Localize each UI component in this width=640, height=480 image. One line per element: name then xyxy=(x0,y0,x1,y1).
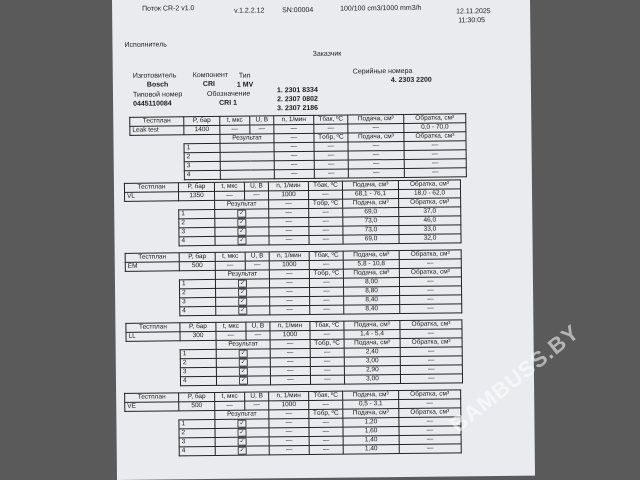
col-testplan: Тестплан xyxy=(126,323,180,333)
feed-value: 2,40 xyxy=(344,348,400,358)
feed-value: 3,00 xyxy=(344,375,400,385)
check-icon: ✓ xyxy=(239,237,245,244)
serials-label: Серийные номера xyxy=(352,67,413,76)
feed-value: 73,0 xyxy=(343,226,399,236)
injector-index: 1 xyxy=(184,143,220,152)
col-return: Обратка, см³ xyxy=(398,180,460,190)
feed-range: 5,8 - 10,8 xyxy=(343,260,399,270)
return-value: — xyxy=(404,159,466,169)
col-t: t, мкс xyxy=(214,182,244,191)
test-name: LL xyxy=(126,332,180,342)
check-icon: ✓ xyxy=(239,210,245,217)
return-value: — xyxy=(400,286,462,296)
feed-value: 8,00 xyxy=(343,278,399,288)
col-n: n, 1/мин xyxy=(274,115,314,124)
col-feed: Подача, см³ xyxy=(342,181,398,191)
serial-2: 2. 2307 0802 xyxy=(277,95,318,104)
testplan-table-vl: Тестплан P, бар t, мкс U, В n, 1/мин Tбак, ºC Подача, см³ Обратка, см³ VL 1350 — — 1000 — 68,1 - 76,1 18,0 - 62,0 Результат — Tобр, ºC Подача, см³ Обратка, см³ 1 ✓ — — 69,0 37,0 2 ✓ — — 73,0 46,0 3 ✓ — — 73,0 33,0 4 ✓ — — 69,0 32,0 xyxy=(124,179,462,247)
component-label: Компонент xyxy=(192,71,229,80)
col-treturn: Tобр, ºC xyxy=(310,339,344,348)
injector-index: 2 xyxy=(180,288,216,297)
injector-index: 3 xyxy=(179,437,215,446)
result-label: Результат xyxy=(220,134,274,144)
col-t: t, мкс xyxy=(215,252,245,261)
check-icon: ✓ xyxy=(239,280,246,287)
check-icon: ✓ xyxy=(239,420,245,427)
date: 12.11.2025 xyxy=(456,8,491,16)
feed-value: — xyxy=(348,141,404,151)
feed-value: 1,20 xyxy=(343,418,399,428)
check-icon: ✓ xyxy=(240,359,246,366)
feed-value: 8,80 xyxy=(344,287,400,297)
feed-value: 3,00 xyxy=(344,357,400,367)
result-label: Результат xyxy=(215,270,269,280)
injector-index: 3 xyxy=(180,297,216,306)
return-value: — xyxy=(400,374,462,384)
feed-value: 1,60 xyxy=(343,427,399,437)
col-testplan: Тестплан xyxy=(125,393,179,403)
return-value: — xyxy=(399,417,461,427)
check-icon: ✓ xyxy=(239,228,245,235)
feed-value: 73,0 xyxy=(343,217,399,227)
col-t: t, мкс xyxy=(220,116,250,125)
col-n: n, 1/мин xyxy=(270,321,310,330)
col-u: U, В xyxy=(244,182,268,191)
model: 0445110084 xyxy=(133,100,172,108)
col-treturn: Tобр, ºC xyxy=(309,269,343,278)
return-value: 32,0 xyxy=(399,234,461,244)
serial-3: 3. 2307 2186 xyxy=(277,104,319,113)
return-range: — xyxy=(400,329,462,339)
col-u: U, В xyxy=(246,322,270,331)
report-sheet xyxy=(112,0,585,480)
injector-index: 1 xyxy=(179,419,215,428)
manufacturer-label: Изготовитель xyxy=(132,72,177,80)
range: 100/100 cm3/1000 mm3/h xyxy=(340,4,422,13)
return-value: — xyxy=(399,435,461,445)
col-treturn: Tобр, ºC xyxy=(309,409,343,418)
return-range: — xyxy=(399,259,461,269)
col-p: P, бар xyxy=(179,252,215,261)
check-icon: ✓ xyxy=(240,289,246,296)
designation: CRI 1 xyxy=(219,99,238,107)
testplan-table-leak-test: Тестплан P, бар t, мкс U, В n, 1/мин Tбак, ºC Подача, см³ Обратка, см³ Leak test 1400 — — — — — 0,0 - 70,0 Результат — Tобр, ºC Подача, см³ Обратка, см³ 1 — — — — 2 — — — — 3 — — — — 4 — — — — xyxy=(129,113,467,181)
test-p: 1350 xyxy=(179,191,215,200)
return-value: — xyxy=(399,444,461,454)
check-icon: ✓ xyxy=(239,438,245,445)
col-t: t, мкс xyxy=(215,392,245,401)
col-return: Обратка, см³ xyxy=(399,390,461,400)
return-value: — xyxy=(399,426,461,436)
col-treturn: Tобр, ºC xyxy=(309,199,343,208)
col-return: Обратка, см³ xyxy=(399,250,461,260)
type-label: Тип xyxy=(238,72,251,80)
testplan-table-ve: Тестплан P, бар t, мкс U, В n, 1/мин Tбак, ºC Подача, см³ Обратка, см³ VE 500 — — 1000 — 0,5 - 3,1 — Результат — Tобр, ºC Подача, см³ Обратка, см³ 1 ✓ — — 1,20 — 2 ✓ — — 1,60 — 3 ✓ — — 1,40 — 4 ✓ — — 1,40 — xyxy=(124,389,462,457)
col-u: U, В xyxy=(245,392,269,401)
col-testplan: Тестплан xyxy=(124,183,178,193)
executor-label: Исполнитель xyxy=(124,41,167,49)
serial-1: 1. 2301 8334 xyxy=(276,86,318,95)
col-feed: Подача, см³ xyxy=(348,114,404,124)
test-p: 500 xyxy=(179,261,215,270)
feed-range: 68,1 - 76,1 xyxy=(343,190,399,200)
return-value: — xyxy=(400,347,462,357)
serial-no: SN:00004 xyxy=(282,6,314,15)
col-t: t, мкс xyxy=(216,322,246,331)
model-label: Типовой номер xyxy=(132,91,183,99)
col-p: P, бар xyxy=(180,322,216,331)
col-return: Обратка, см³ xyxy=(404,114,466,124)
injector-index: 3 xyxy=(184,161,220,170)
return-range: — xyxy=(399,399,461,409)
return-value: — xyxy=(400,356,462,366)
return-value: 33,0 xyxy=(399,225,461,235)
return-value: — xyxy=(404,168,466,178)
return-value: — xyxy=(400,304,462,314)
feed-value: — xyxy=(348,150,404,160)
result-label: Результат xyxy=(215,410,269,420)
col-feed: Подача, см³ xyxy=(343,251,399,261)
feed-value: 69,0 xyxy=(343,235,399,245)
feed-value: 8,40 xyxy=(344,305,400,315)
col-tbak: Tбак, ºC xyxy=(310,321,344,330)
injector-index: 1 xyxy=(179,279,215,288)
col-p: P, бар xyxy=(178,182,214,191)
col-tbak: Tбак, ºC xyxy=(309,251,343,260)
col-testplan: Тестплан xyxy=(125,253,179,263)
check-icon: ✓ xyxy=(240,377,247,384)
check-icon: ✓ xyxy=(240,368,246,375)
col-n: n, 1/мин xyxy=(269,251,309,260)
time: 11:30:05 xyxy=(458,17,486,25)
feed-range: — xyxy=(348,123,404,133)
feed-value: 1,40 xyxy=(343,436,399,446)
check-icon: ✓ xyxy=(240,350,246,357)
check-icon: ✓ xyxy=(240,307,246,314)
feed-value: — xyxy=(348,168,404,178)
col-treturn: Tобр, ºC xyxy=(314,133,348,142)
col-tbak: Tбак, ºC xyxy=(308,181,342,190)
testplan-table-em: Тестплан P, бар t, мкс U, В n, 1/мин Tбак, ºC Подача, см³ Обратка, см³ EM 500 — — 1000 — 5,8 - 10,8 — Результат — Tобр, ºC Подача, см³ Обратка, см³ 1 ✓ — — 8,00 — 2 ✓ — — 8,80 — 3 ✓ — — 8,40 — 4 ✓ — — 8,40 — xyxy=(125,249,463,317)
return-value: — xyxy=(400,365,462,375)
col-tbak: Tбак, ºC xyxy=(309,391,343,400)
test-p: 1400 xyxy=(184,125,220,134)
test-name: EM xyxy=(125,262,179,272)
check-icon: ✓ xyxy=(240,298,246,305)
return-range: 0,0 - 70,0 xyxy=(404,123,466,133)
feed-range: 1,4 - 5,4 xyxy=(344,330,400,340)
injector-index: 4 xyxy=(180,376,216,385)
feed-value: — xyxy=(348,159,404,169)
program-name: Поток CR-2 v1.0 xyxy=(142,5,195,13)
test-p: 500 xyxy=(179,401,215,410)
injector-index: 4 xyxy=(184,170,220,179)
col-p: P, бар xyxy=(184,116,220,125)
testplan-table-ll: Тестплан P, бар t, мкс U, В n, 1/мин Tбак, ºC Подача, см³ Обратка, см³ LL 300 — — 1000 — 1,4 - 5,4 — Результат — Tобр, ºC Подача, см³ Обратка, см³ 1 ✓ — — 2,40 — 2 ✓ — — 3,00 — 3 ✓ — — 2,90 — 4 ✓ — — 3,00 — xyxy=(125,319,463,387)
injector-index: 1 xyxy=(180,349,216,358)
designation-label: Обозначение xyxy=(206,90,251,99)
feed-range: 0,5 - 3,1 xyxy=(343,400,399,410)
test-name: VL xyxy=(125,192,179,202)
type: 1 MV xyxy=(236,81,254,89)
injector-index: 3 xyxy=(179,227,215,236)
return-value: — xyxy=(404,141,466,151)
col-feed: Подача, см³ xyxy=(344,321,400,331)
result-label: Результат xyxy=(215,200,269,210)
test-p: 300 xyxy=(180,331,216,340)
return-range: 18,0 - 62,0 xyxy=(399,189,461,199)
col-feed: Подача, см³ xyxy=(343,391,399,401)
col-testplan: Тестплан xyxy=(130,117,184,127)
manufacturer: Bosch xyxy=(146,81,169,89)
component: CRI xyxy=(202,80,215,89)
return-value: 37,0 xyxy=(399,207,461,217)
return-value: — xyxy=(399,277,461,287)
col-n: n, 1/мин xyxy=(268,181,308,190)
injector-index: 2 xyxy=(184,152,220,161)
return-value: — xyxy=(404,150,466,160)
injector-index: 4 xyxy=(179,236,215,245)
injector-index: 2 xyxy=(179,218,215,227)
feed-value: 8,40 xyxy=(344,296,400,306)
feed-value: 1,40 xyxy=(343,445,399,455)
feed-value: 2,90 xyxy=(344,366,400,376)
return-value: — xyxy=(400,295,462,305)
test-name: VE xyxy=(125,402,179,412)
check-icon: ✓ xyxy=(239,219,245,226)
version: v.1.2.2.12 xyxy=(234,7,265,15)
col-u: U, В xyxy=(250,116,274,125)
watermark: BAMBUSS.BY xyxy=(445,319,585,438)
return-value: 46,0 xyxy=(399,216,461,226)
serial-4: 4. 2303 2200 xyxy=(390,76,432,85)
col-tbak: Tбак, ºC xyxy=(314,115,348,124)
test-name: Leak test xyxy=(130,126,184,136)
result-label: Результат xyxy=(216,340,270,350)
col-return: Обратка, см³ xyxy=(400,320,462,330)
customer-label: Заказчик xyxy=(312,50,342,58)
injector-index: 2 xyxy=(179,428,215,437)
injector-index: 1 xyxy=(179,209,215,218)
col-p: P, бар xyxy=(179,392,215,401)
feed-value: 69,0 xyxy=(343,208,399,218)
injector-index: 3 xyxy=(180,367,216,376)
injector-index: 4 xyxy=(179,446,215,455)
check-icon: ✓ xyxy=(239,447,245,454)
col-n: n, 1/мин xyxy=(269,391,309,400)
check-icon: ✓ xyxy=(239,429,245,436)
col-u: U, В xyxy=(245,252,269,261)
injector-index: 4 xyxy=(180,306,216,315)
injector-index: 2 xyxy=(180,358,216,367)
